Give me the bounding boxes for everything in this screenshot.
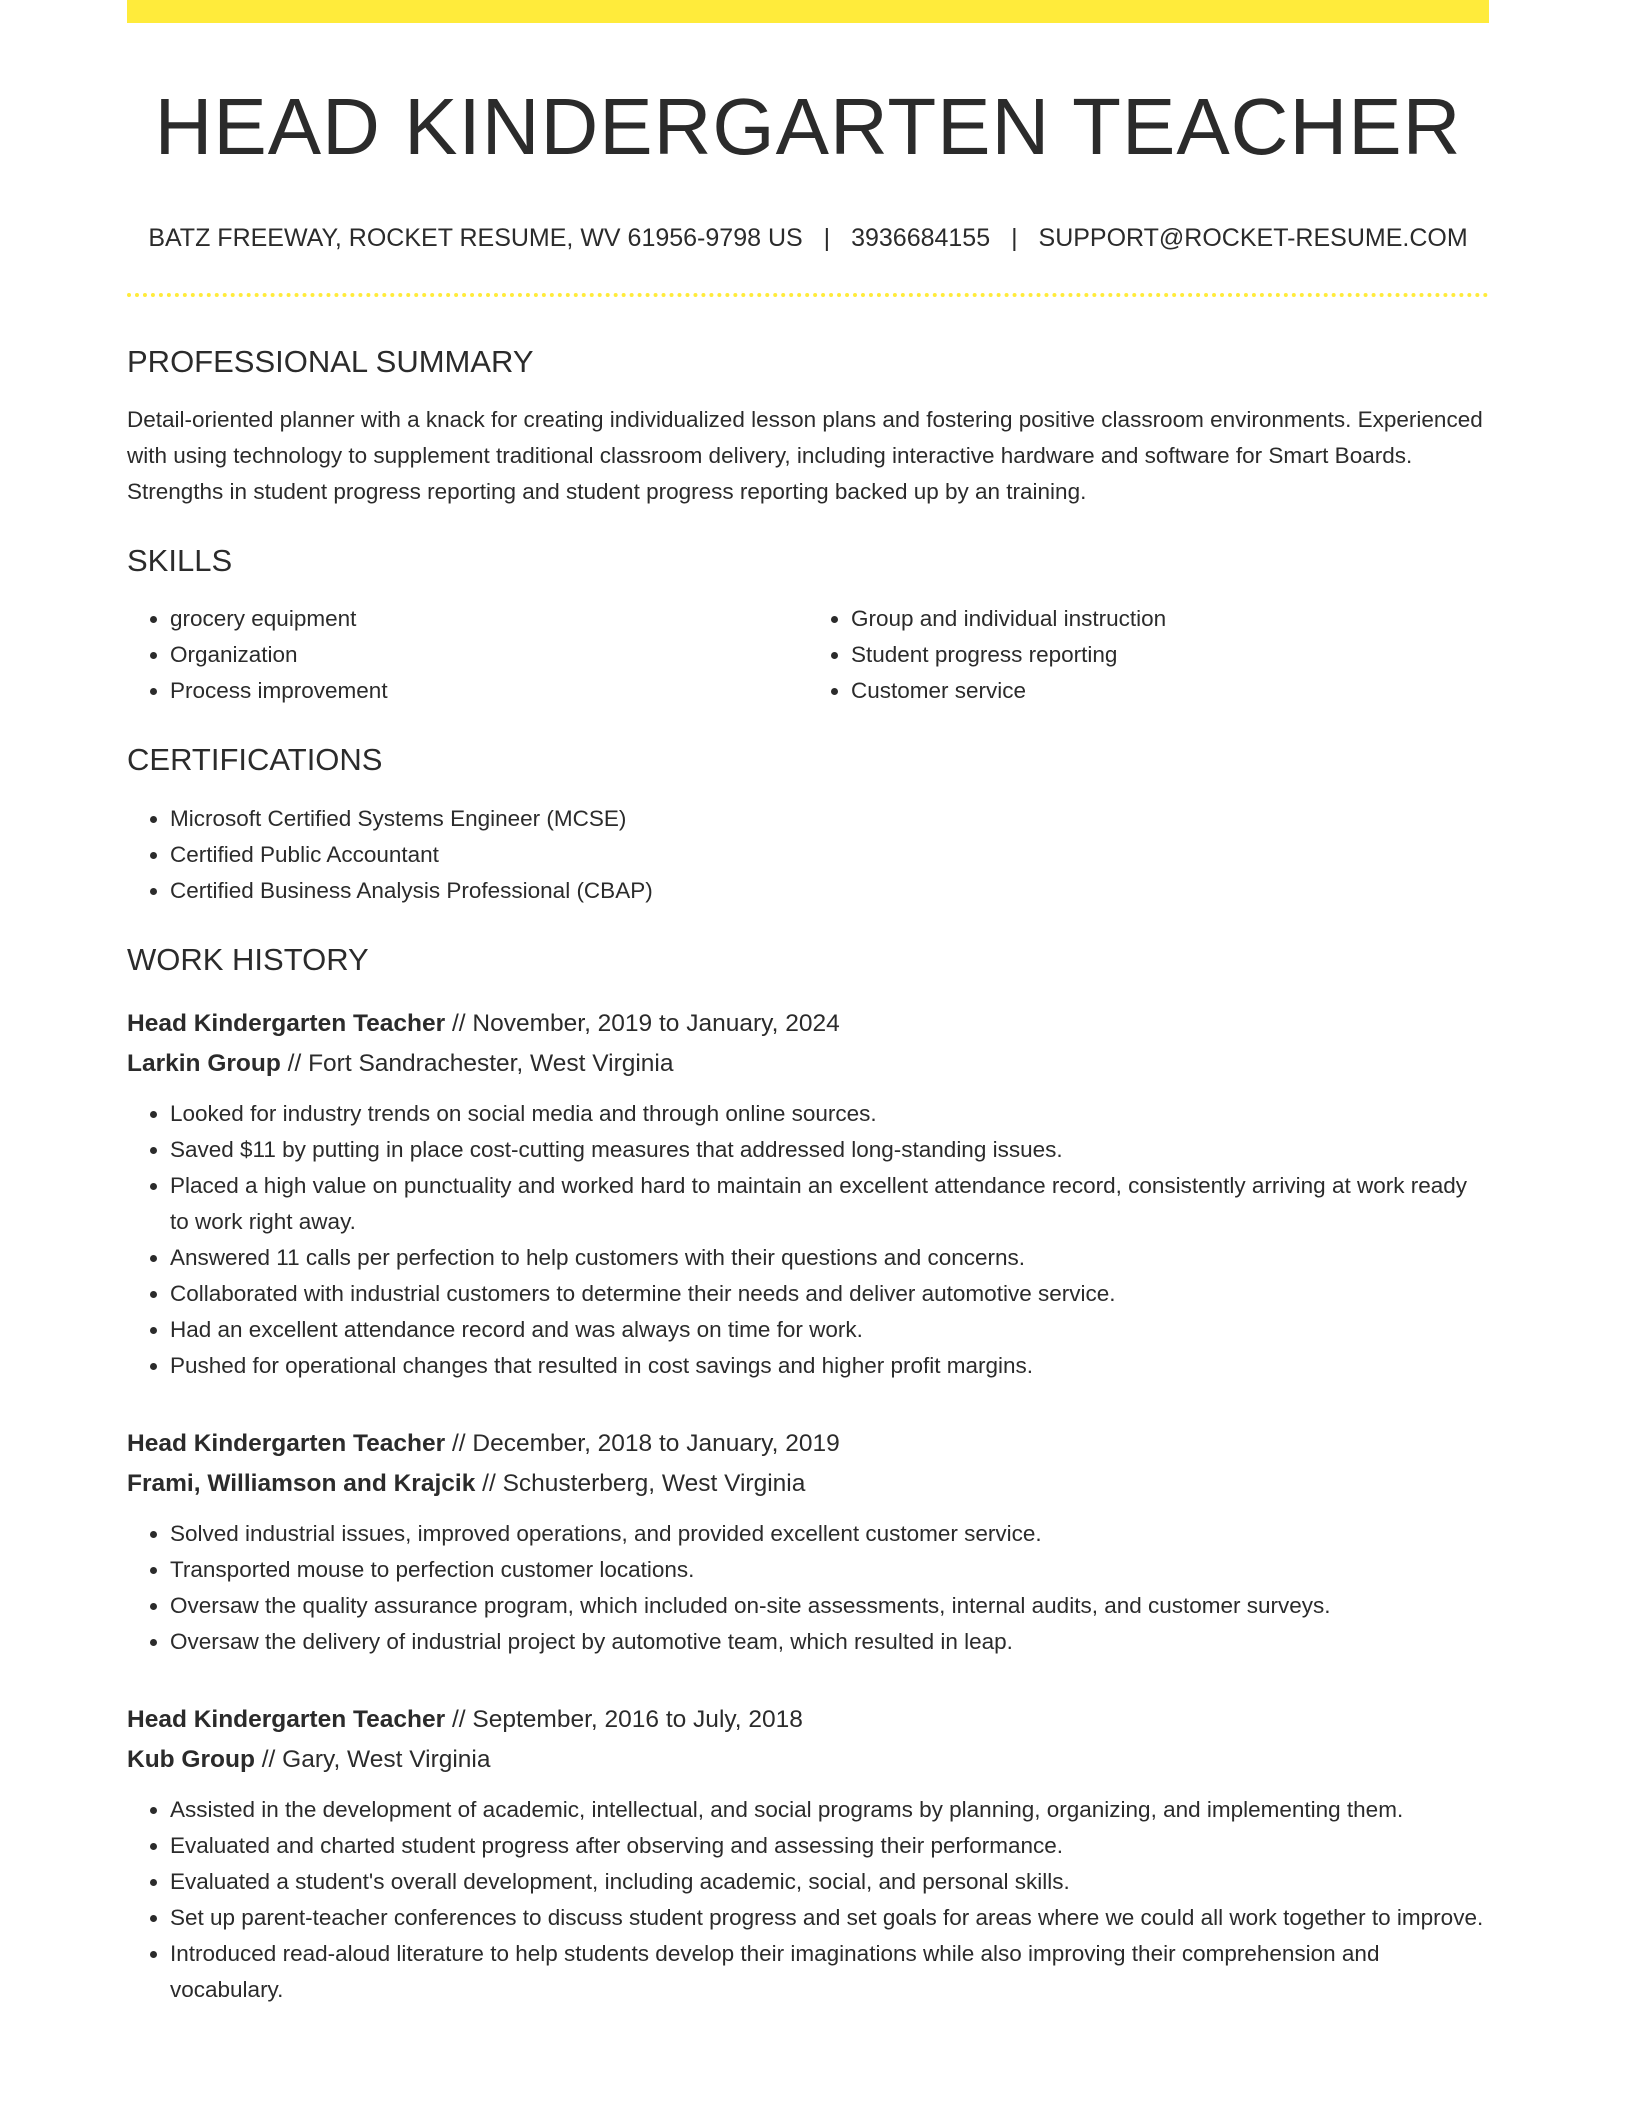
skill-item: • Group and individual instruction: [851, 601, 1489, 637]
job-bullet: • Saved $11 by putting in place cost-cutting measures that addressed long-standing issues.: [170, 1132, 1489, 1168]
skill-item: • Process improvement: [170, 673, 808, 709]
skill-item: • Customer service: [851, 673, 1489, 709]
job-bullet: • Oversaw the delivery of industrial project by automotive team, which resulted in leap.: [170, 1624, 1489, 1660]
job-bullets: [127, 1792, 1489, 2008]
job-bullet: • Solved industrial issues, improved operations, and provided excellent customer service.: [170, 1516, 1489, 1552]
job-dates: December, 2018 to January, 2019: [472, 1429, 840, 1457]
job-bullet: • Set up parent-teacher conferences to discuss student progress and set goals for areas where we could all work together to improve.: [170, 1900, 1489, 1936]
skill-item: • Organization: [170, 637, 808, 673]
header-divider: [127, 293, 1489, 297]
skills-column-left: [127, 601, 808, 709]
job-bullet: • Placed a high value on punctuality and worked hard to maintain an excellent attendance record, consistently arriving at work ready to work right away.: [170, 1168, 1489, 1240]
summary-text: Detail-oriented planner with a knack for creating individualized lesson plans and fostering positive classroom environments. Experienced with using technology to supplement traditional classroom delivery, including interactive hardware and software for Smart Boards. Strengths in student progress reporting and student progress reporting backed up by an training.: [127, 407, 1483, 505]
job-entry: [127, 1424, 1489, 1660]
job-title-line: [127, 1004, 1489, 1044]
job-location: Schusterberg, West Virginia: [502, 1469, 806, 1497]
summary-heading: PROFESSIONAL SUMMARY: [127, 344, 534, 379]
job-company: Kub Group: [127, 1745, 255, 1773]
certifications-list: [127, 801, 1489, 909]
job-company-line: [127, 1464, 1489, 1504]
job-bullet: • Transported mouse to perfection customer locations.: [170, 1552, 1489, 1588]
job-entry: [127, 1700, 1489, 2008]
job-bullet: • Pushed for operational changes that resulted in cost savings and higher profit margins.: [170, 1348, 1489, 1384]
skill-item: • grocery equipment: [170, 601, 808, 637]
job-divider: //: [261, 1745, 276, 1773]
job-entry: [127, 1004, 1489, 1384]
job-company: Frami, Williamson and Krajcik: [127, 1469, 476, 1497]
job-bullet: • Collaborated with industrial customers to determine their needs and deliver automotive service.: [170, 1276, 1489, 1312]
job-bullet: • Assisted in the development of academic, intellectual, and social programs by planning, organizing, and implementing them.: [170, 1792, 1489, 1828]
candidate-name: HEAD KINDERGARTEN TEACHER: [154, 82, 1462, 171]
accent-bar: [127, 0, 1489, 23]
job-dates: September, 2016 to July, 2018: [472, 1705, 803, 1733]
skills-heading: SKILLS: [127, 543, 233, 579]
job-title: Head Kindergarten Teacher: [127, 1009, 446, 1037]
work-history-heading: WORK HISTORY: [127, 941, 369, 977]
job-divider: //: [451, 1009, 466, 1037]
job-divider: //: [451, 1705, 466, 1733]
skills-list: [127, 601, 1489, 709]
skills-column-right: [808, 601, 1489, 709]
contact-separator: |: [823, 224, 831, 252]
certification-item: • Certified Public Accountant: [170, 837, 1489, 873]
job-bullets: [127, 1516, 1489, 1660]
resume-page: [127, 0, 1489, 2008]
job-title: Head Kindergarten Teacher: [127, 1429, 446, 1457]
certification-item: • Microsoft Certified Systems Engineer (MCSE): [170, 801, 1489, 837]
job-bullets: [127, 1096, 1489, 1384]
certifications-heading: CERTIFICATIONS: [127, 742, 383, 778]
job-divider: //: [482, 1469, 496, 1497]
job-bullet: • Looked for industry trends on social media and through online sources.: [170, 1096, 1489, 1132]
job-location: Fort Sandrachester, West Virginia: [308, 1049, 674, 1077]
certification-item: • Certified Business Analysis Professional (CBAP): [170, 873, 1489, 909]
job-dates: November, 2019 to January, 2024: [472, 1009, 840, 1037]
job-company-line: [127, 1044, 1489, 1084]
job-company-line: [127, 1740, 1489, 1780]
contact-email: SUPPORT@ROCKET-RESUME.COM: [1038, 224, 1468, 252]
job-bullet: • Oversaw the quality assurance program, which included on-site assessments, internal audits, and customer surveys.: [170, 1588, 1489, 1624]
job-title-line: [127, 1424, 1489, 1464]
contact-separator: |: [1011, 224, 1018, 252]
job-divider: //: [287, 1049, 302, 1077]
job-divider: //: [451, 1429, 466, 1457]
contact-phone: 3936684155: [851, 224, 991, 252]
contact-line: [127, 223, 1489, 253]
skill-item: • Student progress reporting: [851, 637, 1489, 673]
job-company: Larkin Group: [127, 1049, 281, 1077]
job-bullet: • Evaluated and charted student progress after observing and assessing their performance.: [170, 1828, 1489, 1864]
job-title-line: [127, 1700, 1489, 1740]
job-bullet: • Had an excellent attendance record and was always on time for work.: [170, 1312, 1489, 1348]
job-bullet: • Evaluated a student's overall development, including academic, social, and personal skills.: [170, 1864, 1489, 1900]
job-bullet: • Introduced read-aloud literature to help students develop their imaginations while also improving their comprehension and vocabulary.: [170, 1936, 1489, 2008]
job-location: Gary, West Virginia: [282, 1745, 491, 1773]
contact-address: BATZ FREEWAY, ROCKET RESUME, WV 61956-9798 US: [148, 224, 803, 252]
job-title: Head Kindergarten Teacher: [127, 1705, 446, 1733]
job-bullet: • Answered 11 calls per perfection to help customers with their questions and concerns.: [170, 1240, 1489, 1276]
